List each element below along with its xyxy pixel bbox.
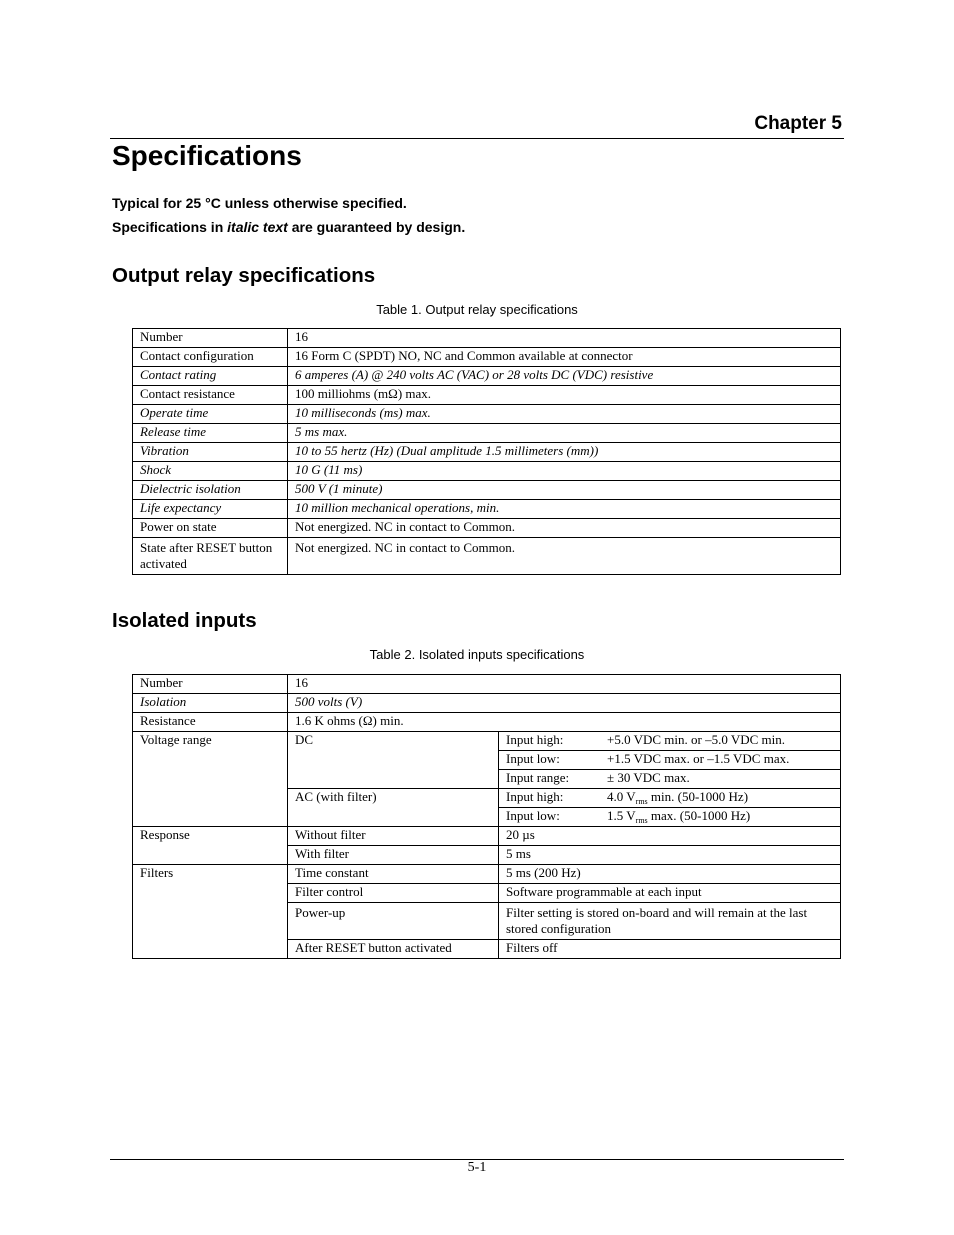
row-label: Shock xyxy=(133,462,288,481)
dc-input-range xyxy=(499,770,841,789)
filter-control-value: Software programmable at each input xyxy=(499,884,841,903)
row-label: Contact rating xyxy=(133,367,288,386)
ac-input-high-value-pre: 4.0 V xyxy=(607,789,636,804)
dc-input-range-label: Input range: xyxy=(506,770,570,785)
intro-text-after: are guaranteed by design. xyxy=(287,219,466,235)
table-row xyxy=(133,519,841,538)
row-value: Not energized. NC in contact to Common. xyxy=(288,538,841,575)
header-rule xyxy=(110,138,844,139)
with-filter-label: With filter xyxy=(288,846,499,865)
isolated-inputs-table xyxy=(132,674,841,959)
intro-line-typical: Typical for 25 °C unless otherwise specified. xyxy=(112,195,407,211)
table-row xyxy=(133,675,841,694)
dc-input-range-value: ± 30 VDC max. xyxy=(607,770,690,785)
row-value: Not energized. NC in contact to Common. xyxy=(288,519,841,538)
ac-input-high-sub: rms xyxy=(635,797,648,806)
after-reset-value: Filters off xyxy=(499,940,841,959)
ac-input-low-label: Input low: xyxy=(506,808,560,823)
dc-input-low-value: +1.5 VDC max. or –1.5 VDC max. xyxy=(607,751,790,766)
page-number: 5-1 xyxy=(467,1160,487,1175)
table1-caption: Table 1. Output relay specifications xyxy=(376,302,578,317)
row-label: Vibration xyxy=(133,443,288,462)
ac-input-high-value-post: min. (50-1000 Hz) xyxy=(647,789,749,804)
voltage-range-label: Voltage range xyxy=(133,732,288,827)
with-filter-value: 5 ms xyxy=(499,846,841,865)
table-row xyxy=(133,348,841,367)
table-row xyxy=(133,405,841,424)
filters-label: Filters xyxy=(133,865,288,959)
filter-control-label: Filter control xyxy=(288,884,499,903)
intro-line-italic-note xyxy=(112,219,465,235)
response-label: Response xyxy=(133,827,288,865)
section-heading-output-relay: Output relay specifications xyxy=(112,264,376,287)
table-row xyxy=(133,694,841,713)
row-value: 500 volts (V) xyxy=(288,694,841,713)
dc-input-high-label: Input high: xyxy=(506,732,564,747)
row-value: 10 milliseconds (ms) max. xyxy=(288,405,841,424)
table-row xyxy=(133,424,841,443)
table-row xyxy=(133,443,841,462)
row-value: 6 amperes (A) @ 240 volts AC (VAC) or 28 volts DC (VDC) resistive xyxy=(288,367,841,386)
row-label: Operate time xyxy=(133,405,288,424)
table-row xyxy=(133,386,841,405)
row-value: 16 Form C (SPDT) NO, NC and Common available at connector xyxy=(288,348,841,367)
table-row xyxy=(133,865,841,884)
dc-input-low xyxy=(499,751,841,770)
row-label: Dielectric isolation xyxy=(133,481,288,500)
row-label: Contact resistance xyxy=(133,386,288,405)
row-label: Number xyxy=(133,329,288,348)
table-row xyxy=(133,462,841,481)
after-reset-label: After RESET button activated xyxy=(288,940,499,959)
row-value: 16 xyxy=(288,675,841,694)
ac-input-low-value-pre: 1.5 V xyxy=(607,808,636,823)
without-filter-value: 20 µs xyxy=(499,827,841,846)
output-relay-table xyxy=(132,328,841,575)
row-value: 10 million mechanical operations, min. xyxy=(288,500,841,519)
power-up-value: Filter setting is stored on-board and will remain at the last stored configuration xyxy=(499,903,841,940)
table-row xyxy=(133,732,841,751)
row-label: Release time xyxy=(133,424,288,443)
time-constant-value: 5 ms (200 Hz) xyxy=(499,865,841,884)
table-row xyxy=(133,827,841,846)
dc-label: DC xyxy=(288,732,499,789)
row-value: 100 milliohms (mΩ) max. xyxy=(288,386,841,405)
row-label: Resistance xyxy=(133,713,288,732)
row-value: 16 xyxy=(288,329,841,348)
output-relay-table-body xyxy=(133,329,841,575)
time-constant-label: Time constant xyxy=(288,865,499,884)
ac-label: AC (with filter) xyxy=(288,789,499,827)
dc-input-low-label: Input low: xyxy=(506,751,560,766)
row-label: State after RESET button activated xyxy=(133,538,288,575)
table2-caption: Table 2. Isolated inputs specifications xyxy=(369,647,585,662)
table-row xyxy=(133,538,841,575)
row-label: Power on state xyxy=(133,519,288,538)
ac-input-low-value-post: max. (50-1000 Hz) xyxy=(647,808,751,823)
page-title: Specifications xyxy=(112,140,302,171)
row-value: 10 G (11 ms) xyxy=(288,462,841,481)
ac-input-high xyxy=(499,789,841,808)
table-row xyxy=(133,500,841,519)
intro-text-italic: italic text xyxy=(227,219,288,235)
row-label: Number xyxy=(133,675,288,694)
chapter-label: Chapter 5 xyxy=(754,113,842,134)
section-heading-isolated-inputs: Isolated inputs xyxy=(112,609,257,632)
row-label: Contact configuration xyxy=(133,348,288,367)
without-filter-label: Without filter xyxy=(288,827,499,846)
row-value: 1.6 K ohms (Ω) min. xyxy=(288,713,841,732)
ac-input-low-sub: rms xyxy=(635,816,648,825)
power-up-label: Power-up xyxy=(288,903,499,940)
table-row xyxy=(133,713,841,732)
dc-input-high-value: +5.0 VDC min. or –5.0 VDC min. xyxy=(607,732,786,747)
table-row xyxy=(133,367,841,386)
row-label: Isolation xyxy=(133,694,288,713)
row-value: 10 to 55 hertz (Hz) (Dual amplitude 1.5 millimeters (mm)) xyxy=(288,443,841,462)
row-value: 5 ms max. xyxy=(288,424,841,443)
ac-input-low xyxy=(499,808,841,827)
row-label: Life expectancy xyxy=(133,500,288,519)
intro-text-before: Specifications in xyxy=(112,219,228,235)
dc-input-high xyxy=(499,732,841,751)
table-row xyxy=(133,481,841,500)
row-value: 500 V (1 minute) xyxy=(288,481,841,500)
table-row xyxy=(133,329,841,348)
ac-input-high-label: Input high: xyxy=(506,789,564,804)
